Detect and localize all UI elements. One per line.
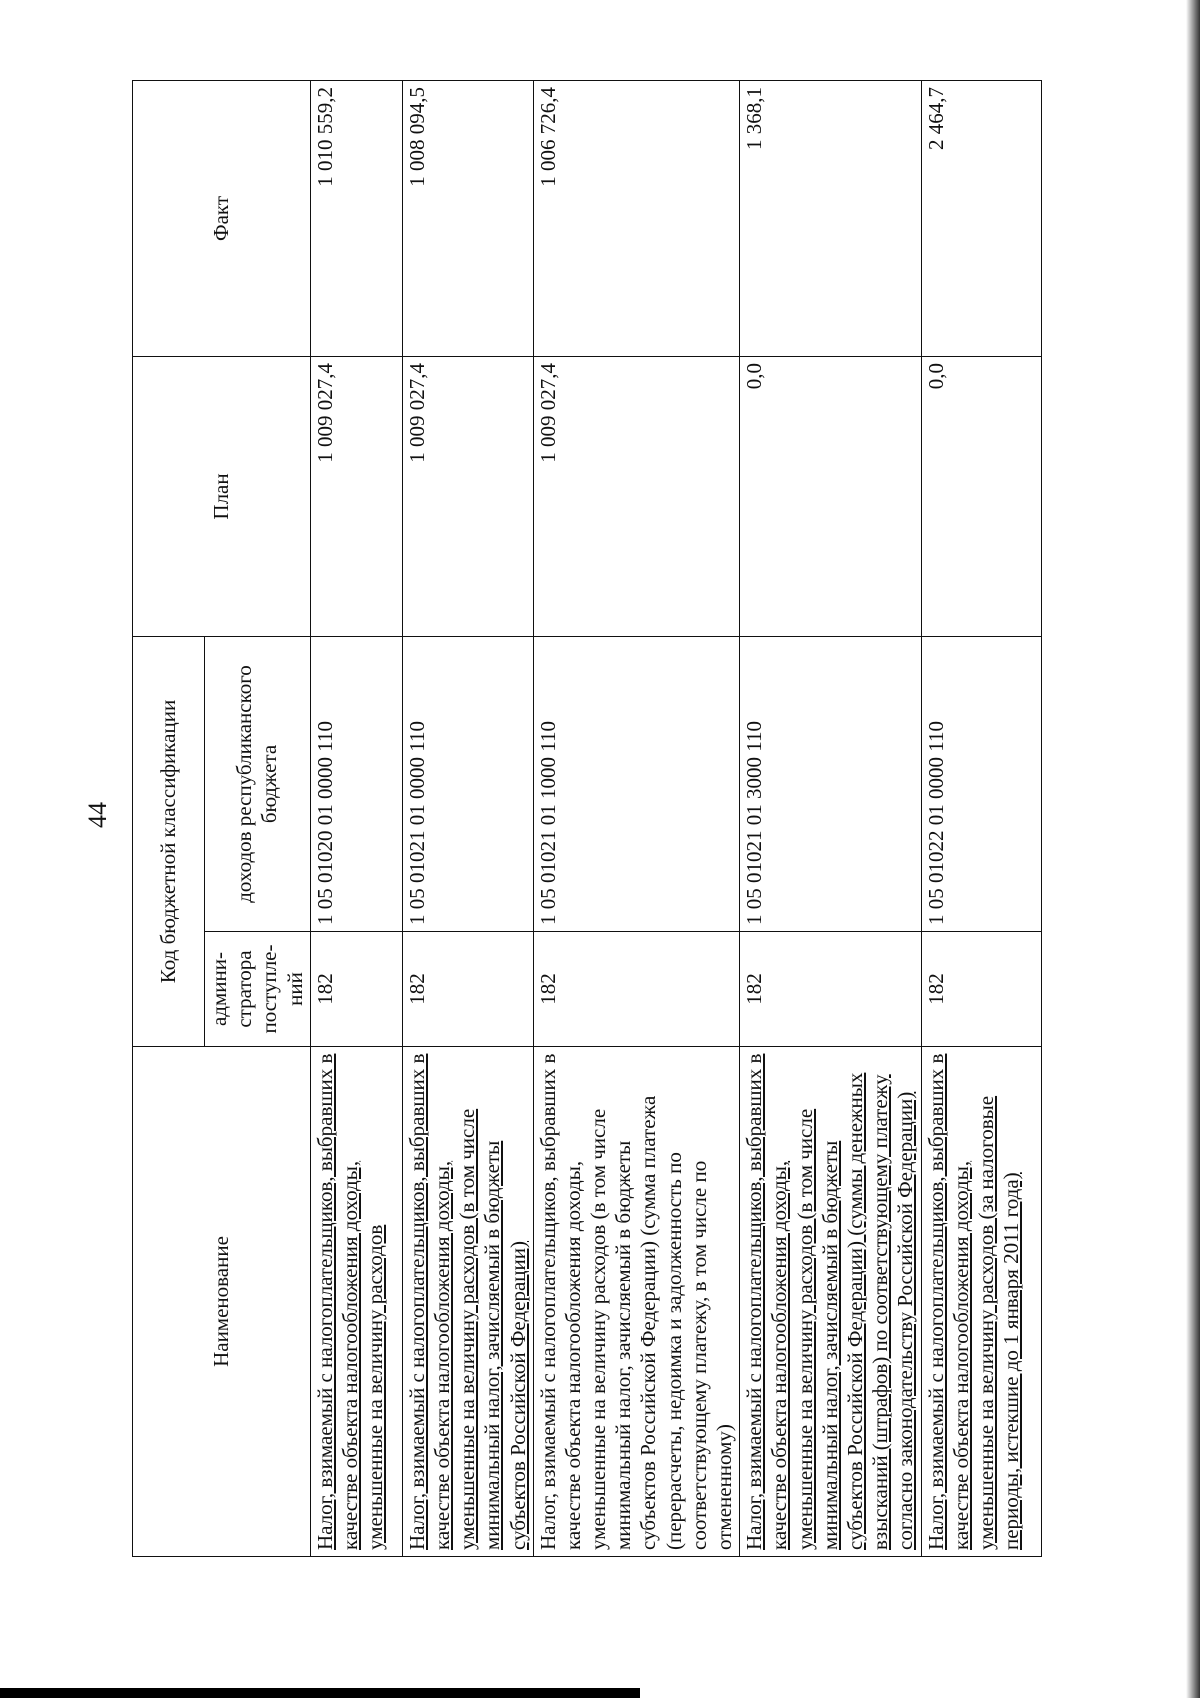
- scan-right-edge: [1186, 0, 1200, 1698]
- row-plan: 0,0: [921, 356, 1041, 636]
- header-fact: Факт: [133, 80, 311, 356]
- page-number: 44: [83, 802, 112, 828]
- row-budget-code: 1 05 01021 01 1000 110: [533, 636, 740, 931]
- row-fact: 1 008 094,5: [402, 80, 533, 356]
- row-admin-code: 182: [921, 932, 1041, 1047]
- row-budget-code: 1 05 01021 01 0000 110: [402, 636, 533, 931]
- budget-income-table: [132, 80, 1042, 1557]
- row-fact: 1 010 559,2: [310, 80, 402, 356]
- row-name: Налог, взимаемый с налогоплательщиков, выбравших в качестве объекта налогообложения доходы, уменьшенные на величину расходов: [310, 1047, 402, 1557]
- header-admin: админи-стратора поступле-ний: [205, 932, 311, 1047]
- row-name: Налог, взимаемый с налогоплательщиков, выбравших в качестве объекта налогообложения доходы, уменьшенные на величину расходов (за налоговые периоды, истекшие до 1 января 2011 года): [921, 1047, 1041, 1557]
- row-plan: 1 009 027,4: [533, 356, 740, 636]
- header-income: доходов республиканского бюджета: [205, 636, 311, 931]
- table-row: [402, 80, 533, 1556]
- row-plan: 1 009 027,4: [310, 356, 402, 636]
- row-budget-code: 1 05 01022 01 0000 110: [921, 636, 1041, 931]
- row-admin-code: 182: [533, 932, 740, 1047]
- header-code-group: Код бюджетной классификации: [133, 636, 205, 1046]
- row-admin-code: 182: [402, 932, 533, 1047]
- table-row: [310, 80, 402, 1556]
- scan-bottom-shadow: [0, 1688, 640, 1698]
- row-name: Налог, взимаемый с налогоплательщиков, выбравших в качестве объекта налогообложения доходы, уменьшенные на величину расходов (в том числе минимальный налог, зачисляемый в бюджеты субъектов Российской Федерации) (сумма платежа (перерасчеты, недоимка и задолженность по соответствующему платежу, в том числе по отмененному): [533, 1047, 740, 1557]
- table-row: [921, 80, 1041, 1556]
- row-fact: 1 006 726,4: [533, 80, 740, 356]
- row-name: Налог, взимаемый с налогоплательщиков, выбравших в качестве объекта налогообложения доходы, уменьшенные на величину расходов (в том числе минимальный налог, зачисляемый в бюджеты субъектов Российской Федерации): [402, 1047, 533, 1557]
- row-fact: 2 464,7: [921, 80, 1041, 356]
- rotated-table-container: [132, 81, 1024, 1557]
- row-admin-code: 182: [310, 932, 402, 1047]
- row-fact: 1 368,1: [740, 80, 921, 356]
- table-row: [533, 80, 740, 1556]
- header-name: Наименование: [133, 1047, 311, 1557]
- table-row: [740, 80, 921, 1556]
- header-plan: План: [133, 356, 311, 636]
- row-name: Налог, взимаемый с налогоплательщиков, выбравших в качестве объекта налогообложения доходы, уменьшенные на величину расходов (в том числе минимальный налог, зачисляемый в бюджеты субъектов Российской Федерации) (суммы денежных взысканий (штрафов) по соответствующему платежу согласно законодательству Российской Федерации): [740, 1047, 921, 1557]
- row-budget-code: 1 05 01021 01 3000 110: [740, 636, 921, 931]
- row-admin-code: 182: [740, 932, 921, 1047]
- row-plan: 1 009 027,4: [402, 356, 533, 636]
- row-plan: 0,0: [740, 356, 921, 636]
- row-budget-code: 1 05 01020 01 0000 110: [310, 636, 402, 931]
